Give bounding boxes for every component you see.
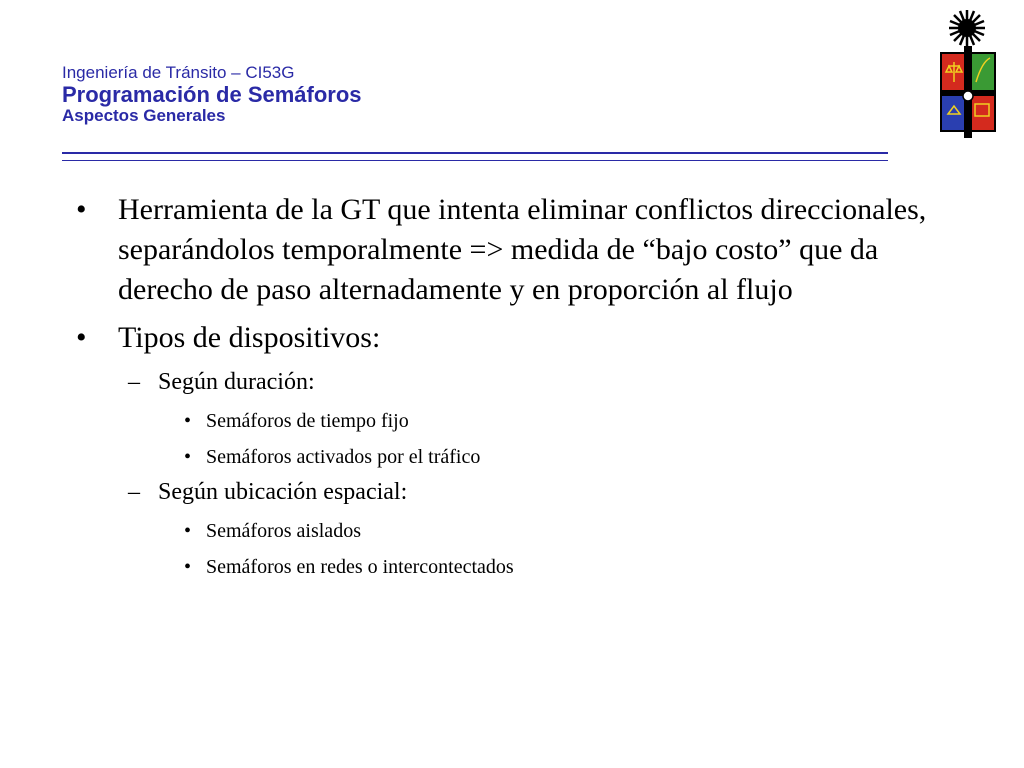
sub-bullet-text: Según ubicación espacial: — [158, 479, 408, 505]
dash-glyph: – — [128, 369, 140, 395]
sub-sub-bullet-text: Semáforos aislados — [206, 520, 361, 542]
header-rule-thin — [62, 160, 888, 161]
bullet-glyph: • — [76, 193, 87, 226]
bullet-item — [76, 318, 936, 358]
sub-bullet-item — [76, 476, 936, 508]
bullet-text: Tipos de dispositivos: — [118, 321, 381, 354]
bullet-glyph: • — [184, 520, 192, 542]
bullet-item — [76, 190, 936, 310]
slide-header — [62, 64, 892, 126]
sub-sub-bullet-item — [76, 444, 936, 470]
bullet-glyph: • — [76, 321, 87, 354]
slide-title: Programación de Semáforos — [62, 81, 362, 107]
bullet-glyph: • — [184, 410, 192, 432]
header-rule-thick — [62, 152, 888, 154]
university-crest-icon — [934, 6, 1000, 138]
sub-sub-bullet-text: Semáforos activados por el tráfico — [206, 446, 481, 468]
sub-sub-bullet-item — [76, 554, 936, 580]
sub-bullet-item — [76, 366, 936, 398]
sub-sub-bullet-item — [76, 518, 936, 544]
bullet-glyph: • — [184, 446, 192, 468]
sub-sub-bullet-item — [76, 408, 936, 434]
dash-glyph: – — [128, 479, 140, 505]
sub-sub-bullet-text: Semáforos en redes o intercontectados — [206, 556, 514, 578]
slide-content — [76, 190, 936, 580]
sub-bullet-text: Según duración: — [158, 369, 315, 395]
bullet-glyph: • — [184, 556, 192, 578]
slide-subtitle: Aspectos Generales — [62, 105, 226, 125]
course-name: Ingeniería de Tránsito – CI53G — [62, 63, 295, 82]
bullet-text: Herramienta de la GT que intenta eliminar conflictos direccionales, separándolos temporalmente => medida de “bajo costo” que da derecho de paso alternadamente y en proporción al flujo — [118, 193, 927, 306]
sub-sub-bullet-text: Semáforos de tiempo fijo — [206, 410, 409, 432]
